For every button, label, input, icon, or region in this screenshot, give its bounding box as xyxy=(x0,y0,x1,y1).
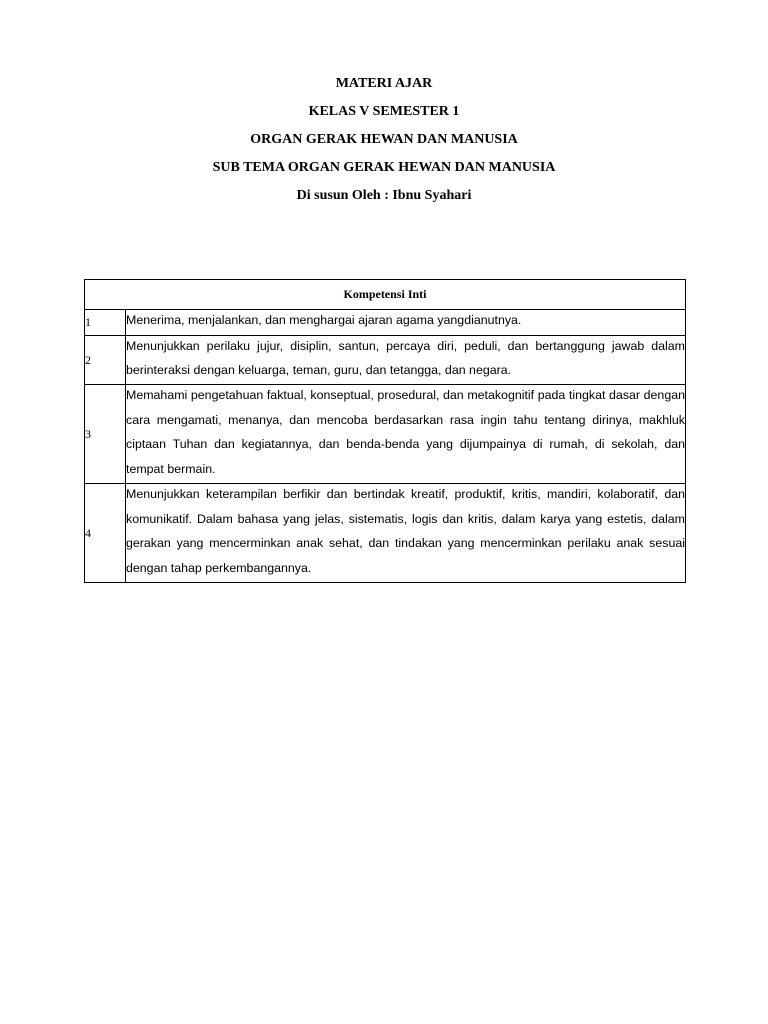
row-text-content: Menunjukkan keterampilan berfikir dan bertindak kreatif, produktif, kritis, mandiri, kolaboratif, dan komunikatif. Dalam bahasa yang jelas, sistematis, logis dan kritis, dalam karya yang estetis, dalam gerakan yang mencerminkan anak sehat, dan tindakan yang mencerminkan perilaku anak sesuai dengan tahap perkembangannya. xyxy=(126,487,685,575)
row-text xyxy=(126,310,686,336)
table-row xyxy=(85,310,686,336)
subtheme-title: SUB TEMA ORGAN GERAK HEWAN DAN MANUSIA xyxy=(212,160,556,175)
table-row xyxy=(85,484,686,583)
row-number: 3 xyxy=(85,385,126,484)
row-number: 1 xyxy=(85,310,126,336)
table-title: Kompetensi Inti xyxy=(85,280,686,310)
row-number: 2 xyxy=(85,336,126,385)
table-row xyxy=(85,336,686,385)
document-title: MATERI AJAR xyxy=(335,76,433,91)
class-semester: KELAS V SEMESTER 1 xyxy=(308,104,460,119)
table-row xyxy=(85,385,686,484)
row-number: 4 xyxy=(85,484,126,583)
core-competencies-table xyxy=(84,279,686,583)
table-header-row xyxy=(85,280,686,310)
row-text-content: Memahami pengetahuan faktual, konseptual, prosedural, dan metakognitif pada tingkat dasar dengan cara mengamati, menanya, dan mencoba berdasarkan rasa ingin tahu tentang dirinya, makhluk ciptaan Tuhan dan kegiatannya, dan benda-benda yang dijumpainya di rumah, di sekolah, dan tempat bermain. xyxy=(126,388,685,476)
document-header xyxy=(0,70,768,210)
topic-title: ORGAN GERAK HEWAN DAN MANUSIA xyxy=(250,132,518,147)
author-line: Di susun Oleh : Ibnu Syahari xyxy=(296,188,472,203)
row-text xyxy=(126,385,686,484)
row-text-content: Menunjukkan perilaku jujur, disiplin, santun, percaya diri, peduli, dan bertanggung jawab dalam berinteraksi dengan keluarga, teman, guru, dan tetangga, dan negara. xyxy=(126,338,685,377)
row-text-content: Menerima, menjalankan, dan menghargai ajaran agama yangdianutnya. xyxy=(126,313,522,328)
row-text xyxy=(126,336,686,385)
row-text xyxy=(126,484,686,583)
